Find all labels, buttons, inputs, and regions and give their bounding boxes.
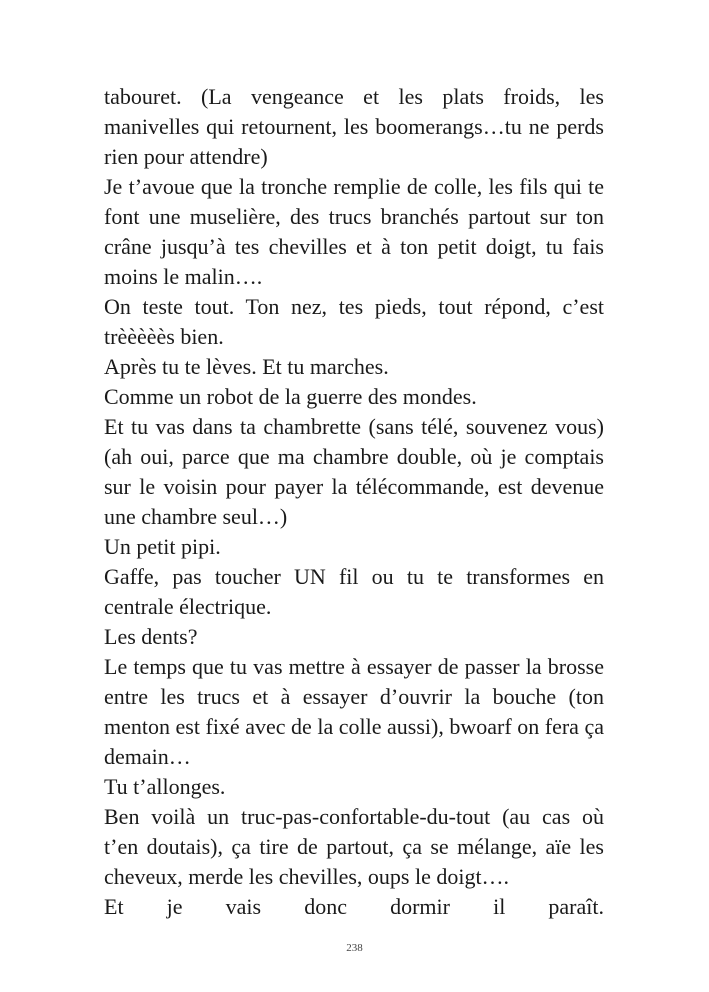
paragraph: Comme un robot de la guerre des mondes. — [104, 384, 477, 409]
page-number: 238 — [346, 942, 363, 954]
paragraph: Un petit pipi. — [104, 534, 221, 559]
paragraph: Tu t’allonges. — [104, 774, 226, 799]
paragraph: Les dents? — [104, 624, 198, 649]
paragraph: Après tu te lèves. Et tu marches. — [104, 354, 389, 379]
page-body — [104, 82, 604, 922]
paragraph: Je t’avoue que la tronche remplie de colle, les fils qui te font une muselière, des trucs branchés partout sur ton crâne jusqu’à tes chevilles et à ton petit doigt, tu fais moins le malin…. — [104, 174, 604, 289]
paragraph: Le temps que tu vas mettre à essayer de passer la brosse entre les trucs et à essayer d’ouvrir la bouche (ton menton est fixé avec de la colle aussi), bwoarf on fera ça demain… — [104, 654, 604, 769]
paragraph: On teste tout. Ton nez, tes pieds, tout répond, c’est trèèèèès bien. — [104, 294, 604, 349]
paragraph: Gaffe, pas toucher UN fil ou tu te transformes en centrale électrique. — [104, 564, 604, 619]
paragraph: Et tu vas dans ta chambrette (sans télé, souvenez vous) (ah oui, parce que ma chambre double, où je comptais sur le voisin pour payer la télécommande, est devenue une chambre seul…) — [104, 414, 604, 529]
paragraph-last: Et je vais donc dormir il paraît. — [104, 894, 604, 919]
paragraph: Ben voilà un truc-pas-confortable-du-tout (au cas où t’en doutais), ça tire de partout, ça se mélange, aïe les cheveux, merde les chevilles, oups le doigt…. — [104, 804, 604, 889]
paragraph: tabouret. (La vengeance et les plats froids, les manivelles qui retournent, les boomerangs…tu ne perds rien pour attendre) — [104, 84, 604, 169]
